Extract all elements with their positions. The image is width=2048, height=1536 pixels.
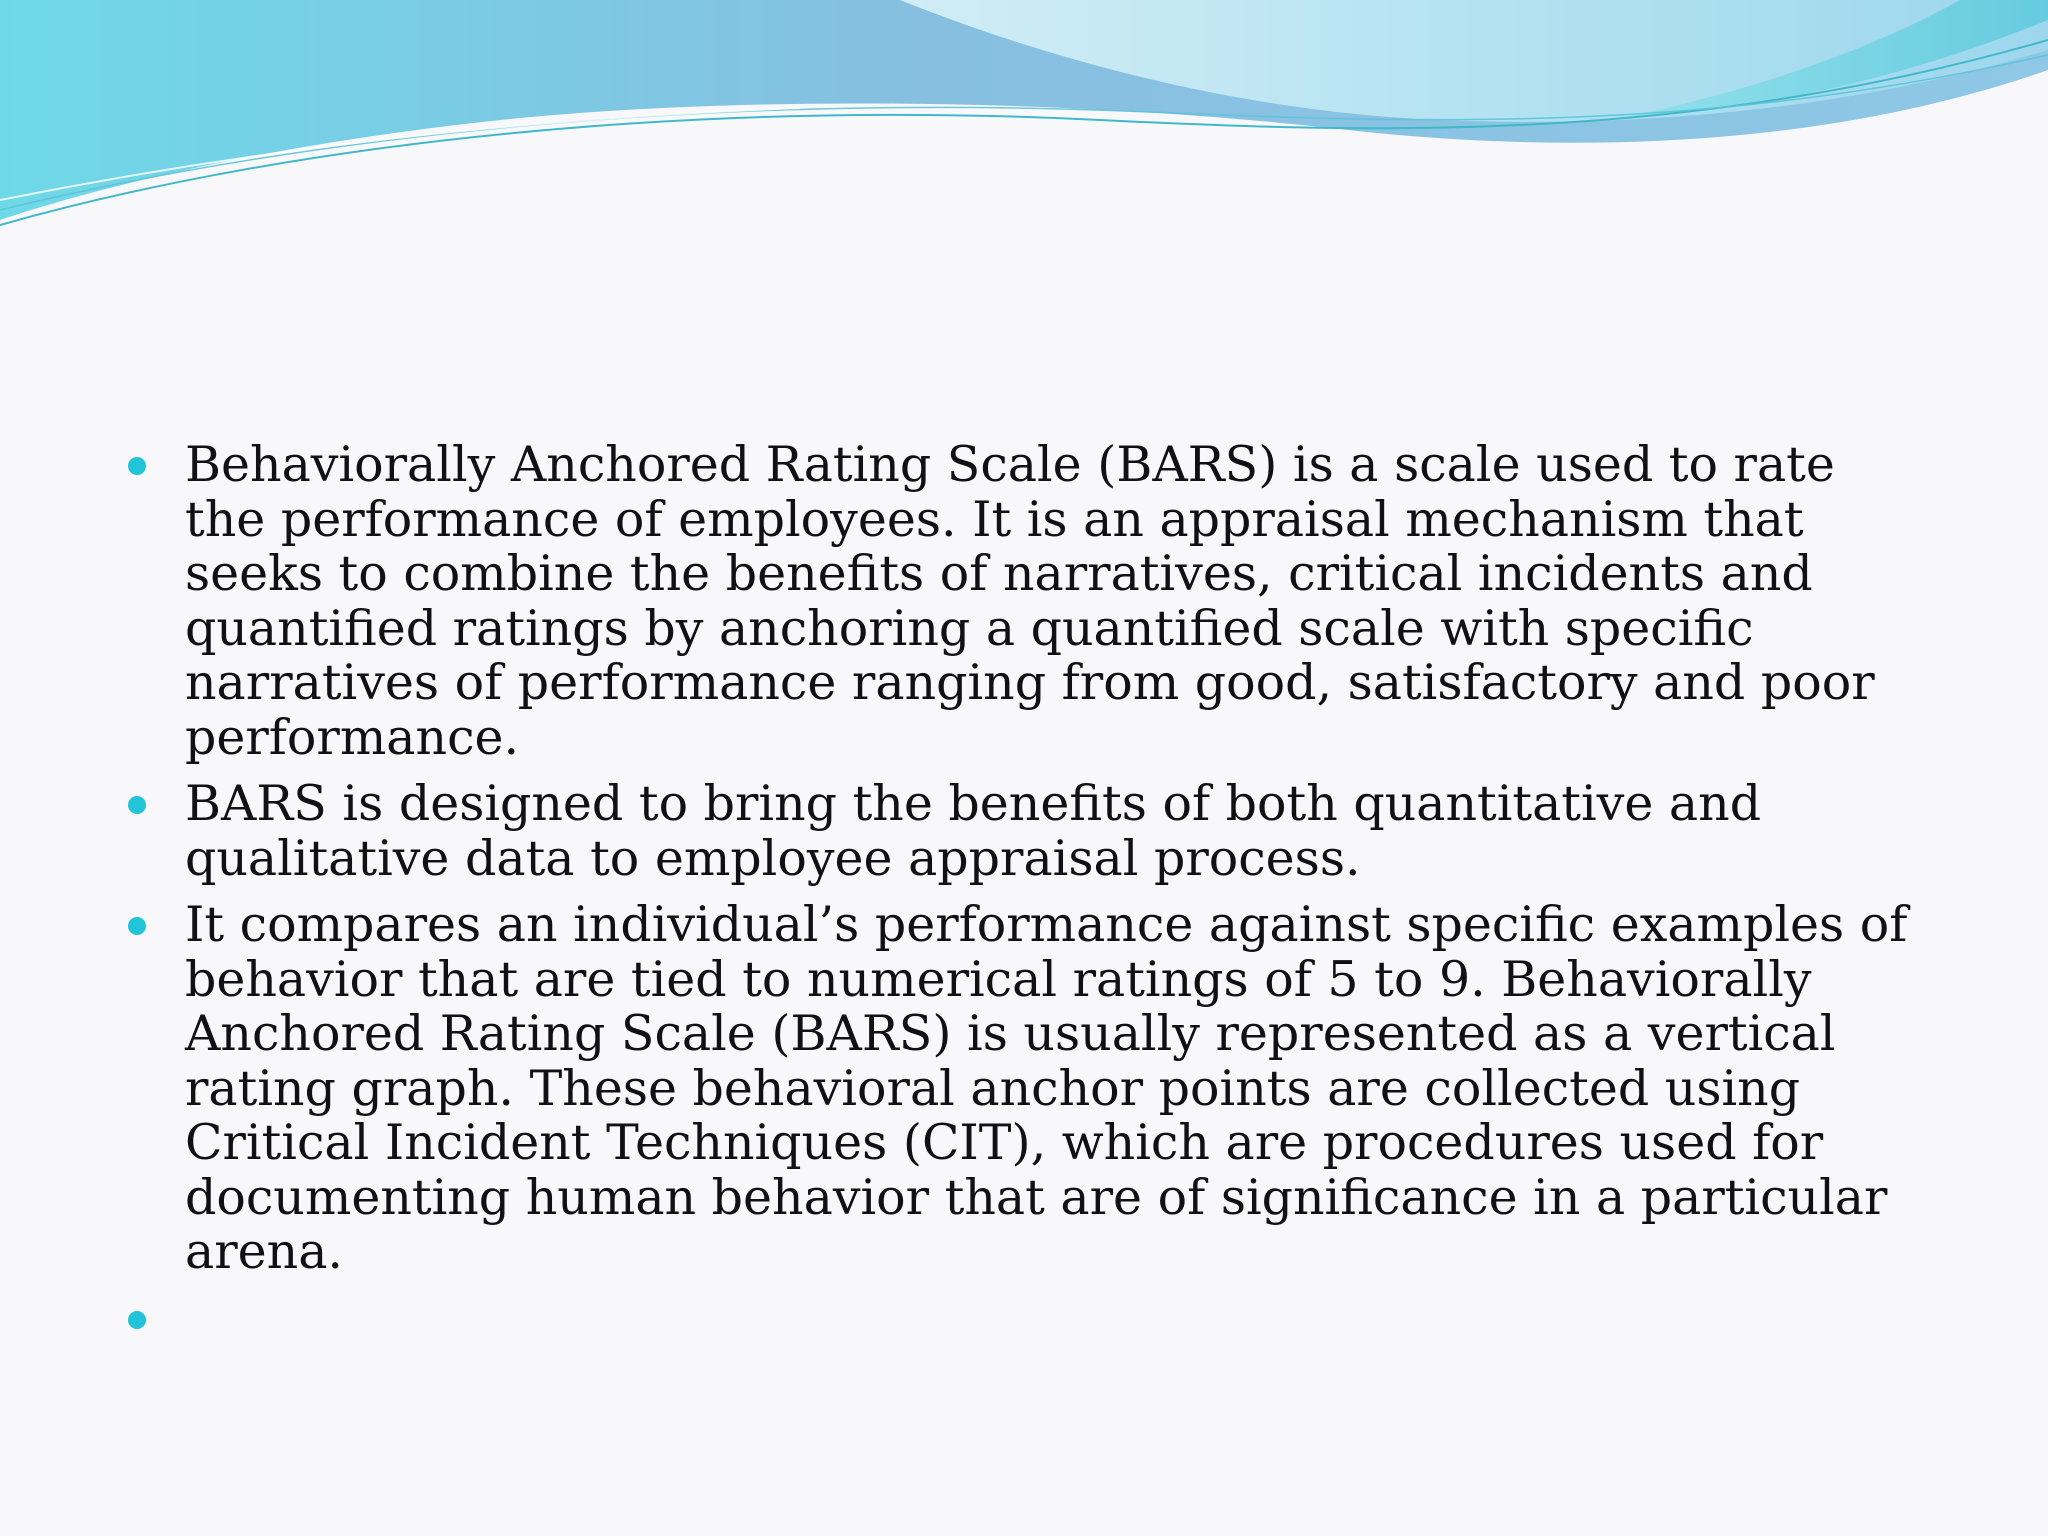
- bullet-text: It compares an individual’s performance against specific examples of behavior that are tied to numerical ratings of 5 to 9. Behaviorally Anchored Rating Scale (BARS) is usually represented as a vertical rating graph. These behavioral anchor points are collected using Critical Incident Techniques (CIT), which are procedures used for documenting human behavior that are of significance in a particular arena.: [185, 896, 1908, 1280]
- bullet-dot-icon: [128, 917, 146, 935]
- bullet-dot-icon: [128, 796, 146, 814]
- slide-body: [120, 438, 1920, 1358]
- bullet-item-empty: [120, 1292, 1920, 1346]
- bullet-dot-icon: [128, 1311, 146, 1329]
- bullet-item: [120, 898, 1920, 1280]
- bullet-text: BARS is designed to bring the benefits of both quantitative and qualitative data to employee appraisal process.: [185, 775, 1762, 887]
- bullet-text: Behaviorally Anchored Rating Scale (BARS) is a scale used to rate the performance of employees. It is an appraisal mechanism that seeks to combine the benefits of narratives, critical incidents and quantified ratings by anchoring a quantified scale with specific narratives of performance ranging from good, satisfactory and poor performance.: [185, 436, 1875, 766]
- header-wave-decoration: [0, 0, 2048, 240]
- bullet-item: [120, 777, 1920, 886]
- bullet-item: [120, 438, 1920, 765]
- bullet-dot-icon: [128, 457, 146, 475]
- bullet-list: [120, 438, 1920, 1346]
